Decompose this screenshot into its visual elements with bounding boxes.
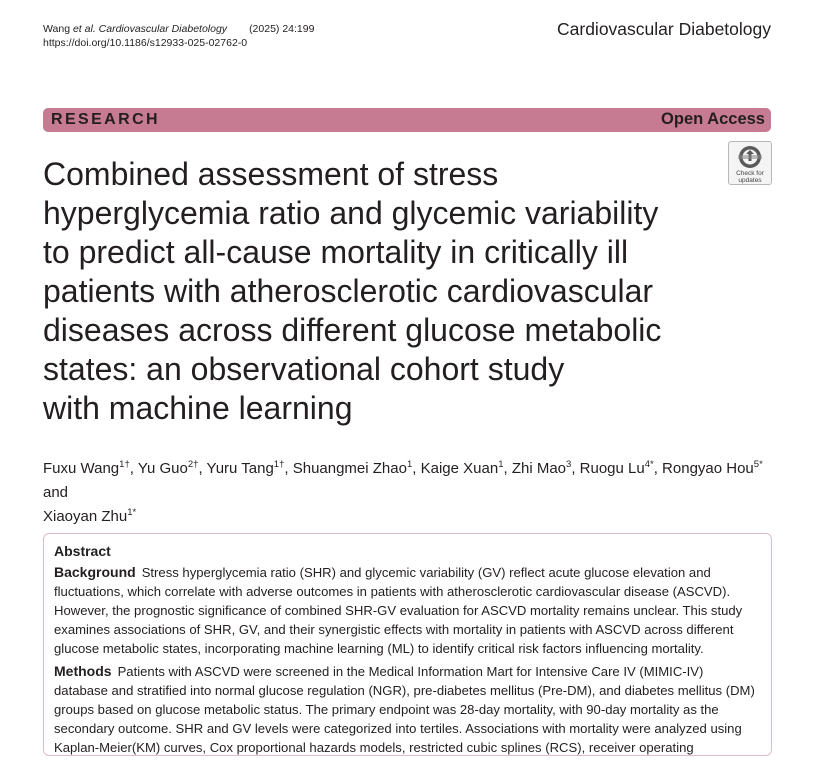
open-access-label: Open Access <box>661 110 765 128</box>
author[interactable]: Ruogu $Lu^{4*}$ <box>579 459 654 477</box>
author[interactable]: Yu Guo$^{2\dagger}$ <box>137 459 199 477</box>
citation-author: Wang <box>43 23 71 35</box>
author-list: Fuxu Wang$^{1\dagger}$, Yu Guo$^{2\dagger}$, Yuru Tang$^{1\dagger}$, Shuangmei Zhao$^1$, Kaige Xuan$^1$, Zhi Mao$^3$, Ruogu $Lu^{4*}$, Rongyao Hou$^{5*}$ and Xiaoyan Zhu$^{1*}$ <box>43 459 763 525</box>
article-type-banner <box>43 108 771 132</box>
abstract-background <box>54 563 760 658</box>
check-updates-line1: Check for <box>736 170 764 177</box>
abstract-methods <box>54 662 760 756</box>
author[interactable]: Zhi Mao$^3$ <box>511 459 572 477</box>
methods-text: Patients with ASCVD were screened in the Medical Information Mart for Intensive Care IV (MIMIC-IV) database and stratified into normal glucose regulation (NGR), pre-diabetes mellitus (Pre-DM), and diabetes mellitus (DM) groups based on glucose metabolic status. The primary endpoint was 28-day mortality, with 90-day mortality as the secondary outcome. SHR and GV levels were categorized into tertiles. Associations with mortality were analyzed using Kaplan-Meier(KM) curves, Cox proportional hazards models, restricted cubic splines (RCS), receiver operating <box>54 664 755 755</box>
background-label: Background <box>54 564 136 580</box>
article-type-label: RESEARCH <box>51 111 160 128</box>
check-updates-icon <box>738 145 762 169</box>
citation-volume: (2025) 24:199 <box>249 23 315 35</box>
author[interactable]: Xiaoyan Zhu$^{1*}$ <box>43 507 137 525</box>
author[interactable]: Rongyao Hou$^{5*}$ <box>662 459 763 477</box>
article-title <box>43 155 703 428</box>
title-line: patients with atherosclerotic cardiovascular <box>43 273 654 309</box>
check-updates-text <box>736 170 764 184</box>
check-updates-line2: updates <box>738 177 762 184</box>
author[interactable]: Yuru Tang$^{1\dagger}$ <box>206 459 285 477</box>
methods-label: Methods <box>54 663 112 679</box>
title-line: with machine learning <box>43 390 353 426</box>
abstract-heading: Abstract <box>54 543 111 559</box>
background-text: Stress hyperglycemia ratio (SHR) and glycemic variability (GV) reflect acute glucose elevation and fluctuations, which correlate with adverse outcomes in patients with atherosclerotic cardiovascular disease (ASCVD). However, the prognostic significance of combined SHR-GV evaluation for ASCVD mortality remains unclear. This study examines associations of SHR, GV, and their synergistic effects with mortality in patients with ASCVD across different glucose metabolic states, incorporating machine learning (ML) to identify critical risk factors influencing mortality. <box>54 565 743 656</box>
abstract-box <box>43 533 772 756</box>
check-for-updates-badge[interactable] <box>728 141 772 185</box>
title-line: hyperglycemia ratio and glycemic variability <box>43 195 659 231</box>
author[interactable]: Kaige Xuan$^1$ <box>420 459 504 477</box>
title-line: Combined assessment of stress <box>43 156 499 192</box>
article-meta <box>43 22 314 50</box>
title-line: to predict all-cause mortality in critically ill <box>43 234 629 270</box>
citation-line <box>43 22 314 36</box>
doi-link[interactable]: https://doi.org/10.1186/s12933-025-02762-0 <box>43 37 248 49</box>
journal-name: Cardiovascular Diabetology <box>557 19 771 39</box>
title-line: diseases across different glucose metabolic <box>43 312 662 348</box>
citation-journal: Cardiovascular Diabetology <box>98 23 228 35</box>
author[interactable]: Shuangmei Zhao$^1$ <box>292 459 413 477</box>
author[interactable]: Fuxu Wang$^{1\dagger}$ <box>43 459 130 477</box>
citation-et-al: et al. <box>72 23 96 35</box>
title-line: states: an observational cohort study <box>43 351 565 387</box>
